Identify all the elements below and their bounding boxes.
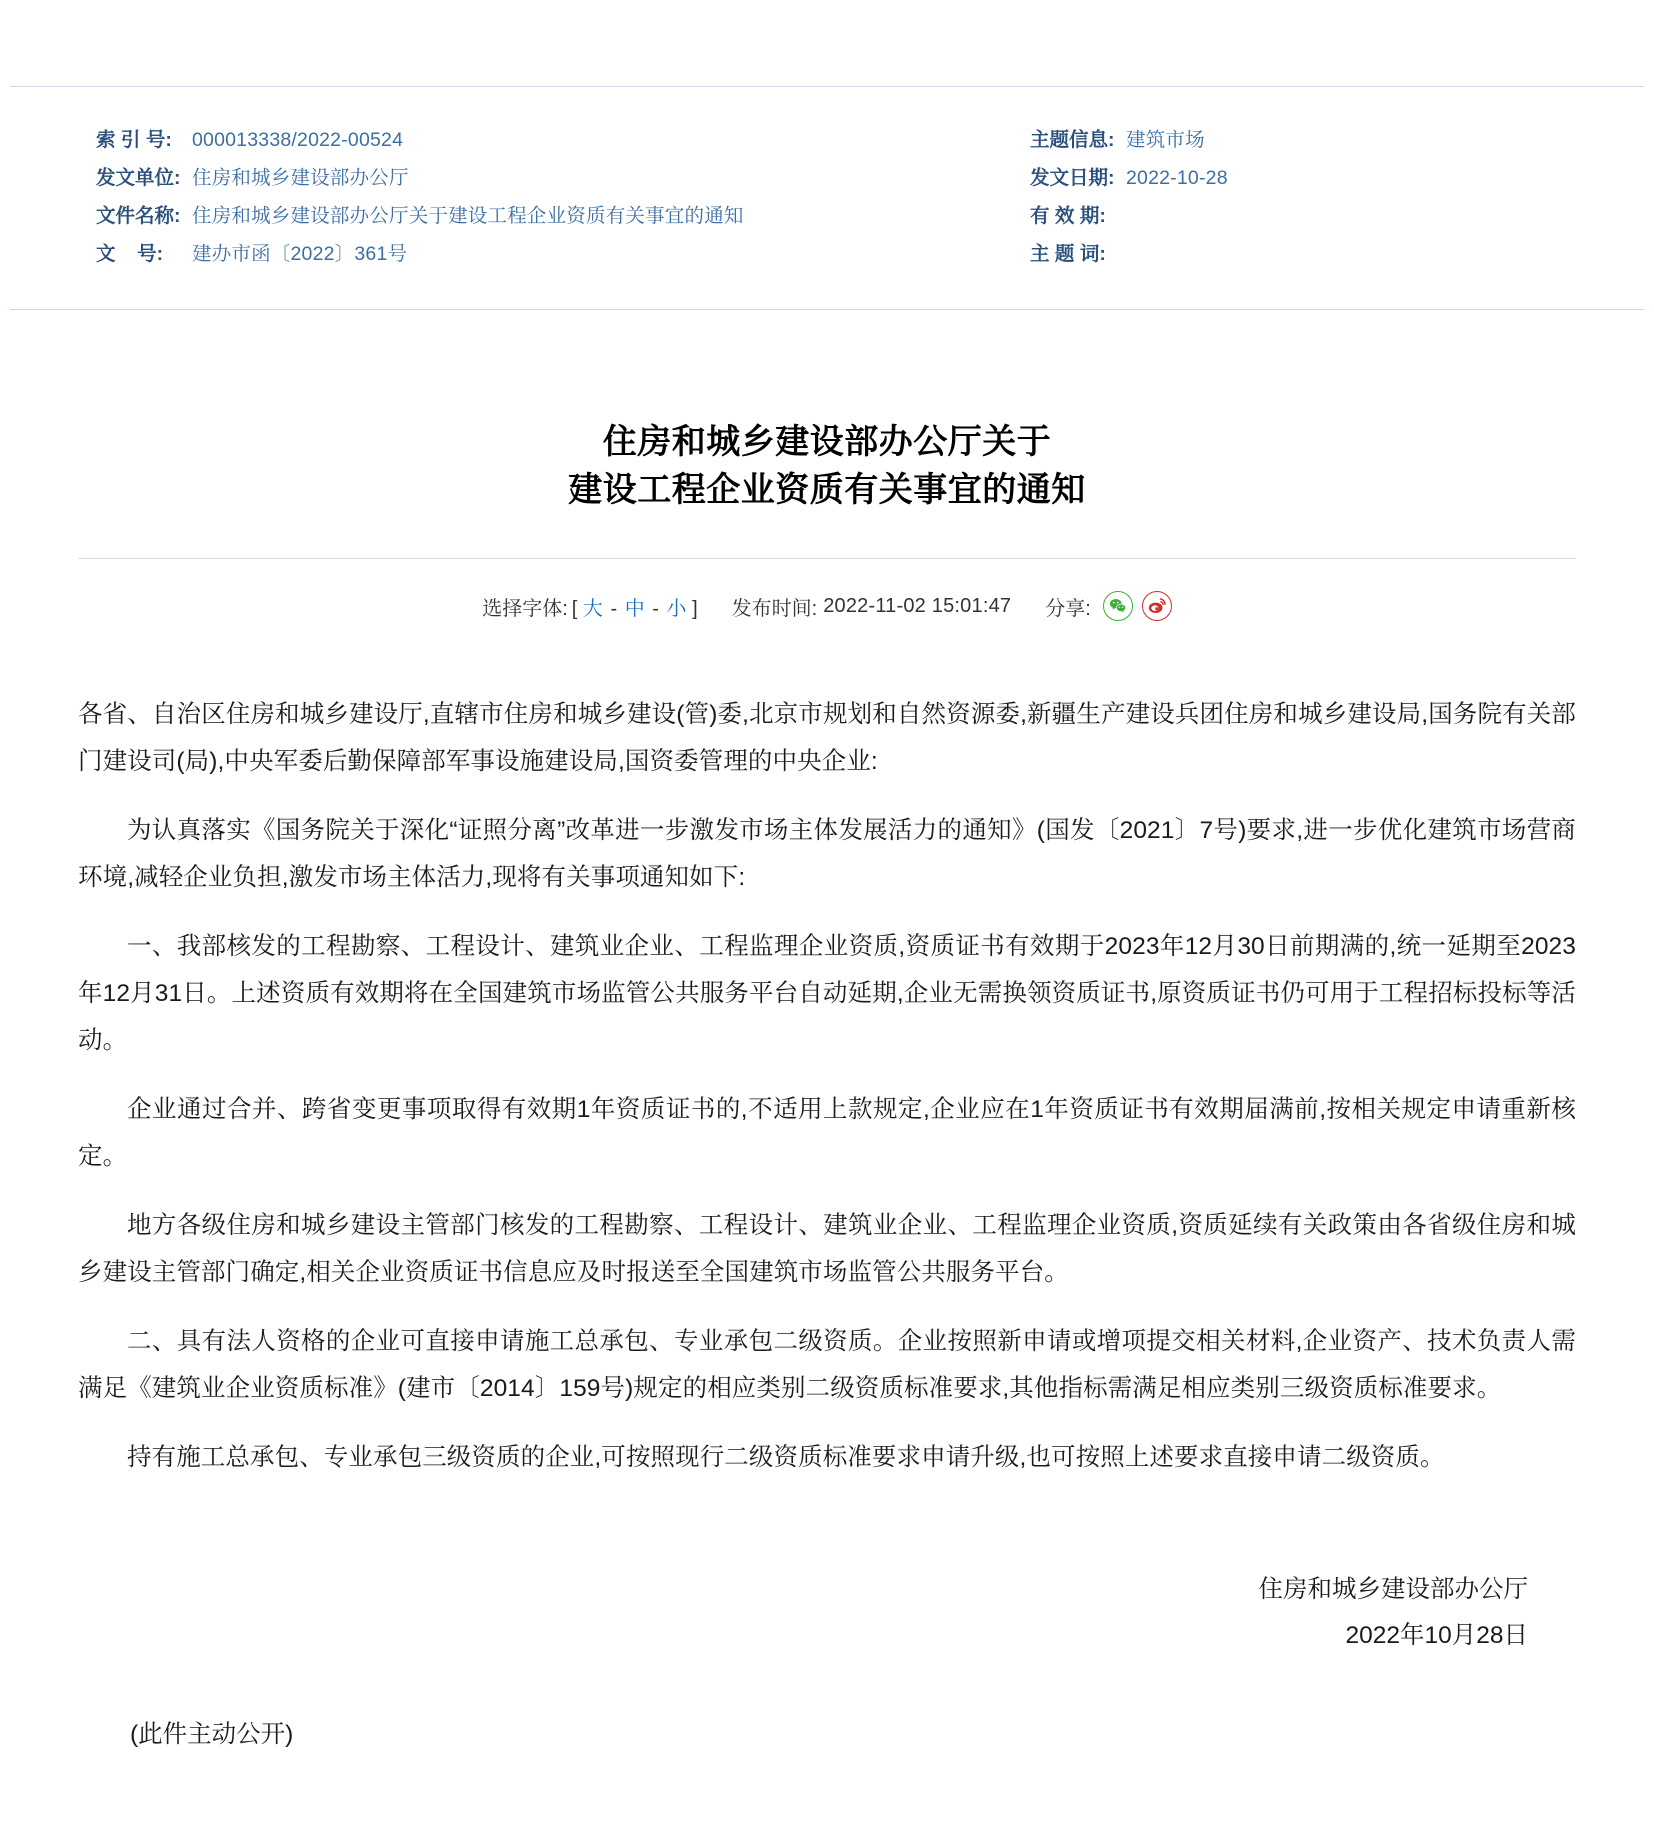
share-group — [1045, 591, 1172, 621]
metadata-value-issue-date: 2022-10-28 — [1126, 167, 1228, 189]
signature-issuer: 住房和城乡建设部办公厅 — [1258, 1576, 1528, 1603]
body-paragraph-preamble: 为认真落实《国务院关于深化“证照分离”改革进一步激发市场主体发展活力的通知》(国发〔2021〕7号)要求,进一步优化建筑市场营商环境,减轻企业负担,激发市场主体活力,现将有关事项通知如下: — [78, 817, 1576, 891]
metadata-column-right — [1020, 121, 1644, 273]
metadata-label-issuing-unit: 发文单位: — [96, 167, 181, 189]
body-paragraph-section-one: 一、我部核发的工程勘察、工程设计、建筑业企业、工程监理企业资质,资质证书有效期于2023年12月30日前期满的,统一延期至2023年12月31日。上述资质有效期将在全国建筑市场监管公共服务平台自动延期,企业无需换领资质证书,原资质证书仍可用于工程招标投标等活动。 — [78, 933, 1576, 1054]
body-paragraph-local-authority: 地方各级住房和城乡建设主管部门核发的工程勘察、工程设计、建筑业企业、工程监理企业资质,资质延续有关政策由各省级住房和城乡建设主管部门确定,相关企业资质证书信息应及时报送至全国建筑市场监管公共服务平台。 — [78, 1212, 1576, 1286]
metadata-label-topic-info: 主题信息: — [1030, 129, 1115, 151]
metadata-column-left — [10, 121, 1020, 273]
font-size-small-link[interactable]: 小 — [666, 597, 687, 620]
metadata-row-issue-date — [1030, 159, 1644, 197]
body-paragraph-recipients: 各省、自治区住房和城乡建设厅,直辖市住房和城乡建设(管)委,北京市规划和自然资源委,新疆生产建设兵团住房和城乡建设局,国务院有关部门建设司(局),中央军委后勤保障部军事设施建设局,国资委管理的中央企业: — [78, 701, 1576, 775]
metadata-value-document-number: 建办市函〔2022〕361号 — [192, 243, 408, 265]
body-paragraph-upgrade-rule: 持有施工总承包、专业承包三级资质的企业,可按照现行二级资质标准要求申请升级,也可按照上述要求直接申请二级资质。 — [127, 1444, 1445, 1471]
metadata-row-subject-words — [1030, 235, 1644, 273]
metadata-row-document-number — [96, 235, 1020, 273]
metadata-label-subject-words: 主 题 词: — [1030, 243, 1106, 265]
page-title — [0, 418, 1654, 514]
metadata-row-index-number — [96, 121, 1020, 159]
font-size-large-link[interactable]: 大 — [582, 597, 603, 620]
weibo-icon[interactable] — [1142, 591, 1172, 621]
font-size-label: 选择字体: — [482, 597, 568, 620]
metadata-value-topic-info: 建筑市场 — [1126, 129, 1205, 151]
font-size-medium-link[interactable]: 中 — [624, 597, 645, 620]
body-paragraph-section-two: 二、具有法人资格的企业可直接申请施工总承包、专业承包二级资质。企业按照新申请或增项提交相关材料,企业资产、技术负责人需满足《建筑业企业资质标准》(建市〔2014〕159号)规定的相应类别二级资质标准要求,其他指标需满足相应类别三级资质标准要求。 — [78, 1328, 1576, 1402]
publish-time-group — [732, 592, 1012, 621]
signature-date: 2022年10月28日 — [1345, 1622, 1528, 1649]
metadata-label-issue-date: 发文日期: — [1030, 167, 1115, 189]
publish-time-value: 2022-11-02 15:01:47 — [823, 594, 1012, 617]
metadata-row-file-name — [96, 197, 1020, 235]
page-title-line-2: 建设工程企业资质有关事宜的通知 — [568, 471, 1086, 509]
font-size-control — [482, 592, 697, 621]
metadata-value-issuing-unit: 住房和城乡建设部办公厅 — [192, 167, 409, 189]
document-toolbar — [0, 585, 1654, 627]
metadata-label-index-number: 索 引 号: — [96, 129, 172, 151]
bracket-open: [ — [571, 597, 578, 620]
metadata-row-validity-period — [1030, 197, 1644, 235]
bracket-close: ] — [692, 597, 698, 620]
font-size-options — [572, 592, 698, 621]
document-signature — [0, 1567, 1528, 1659]
font-size-separator-2: - — [652, 597, 659, 620]
metadata-label-file-name: 文件名称: — [96, 205, 181, 227]
publish-time-label: 发布时间: — [731, 597, 818, 620]
font-size-separator-1: - — [610, 597, 618, 620]
share-icon-list — [1103, 591, 1172, 621]
metadata-row-topic-info — [1030, 121, 1644, 159]
metadata-value-file-name: 住房和城乡建设部办公厅关于建设工程企业资质有关事宜的通知 — [192, 205, 744, 227]
metadata-label-validity-period: 有 效 期: — [1030, 205, 1106, 227]
share-label: 分享: — [1045, 597, 1091, 620]
footer-disclosure-note: (此件主动公开) — [130, 1721, 294, 1748]
metadata-row-issuing-unit — [96, 159, 1020, 197]
document-metadata-panel — [10, 86, 1644, 310]
title-divider — [78, 558, 1576, 559]
metadata-value-index-number: 000013338/2022-00524 — [192, 129, 404, 151]
document-body — [0, 627, 1654, 1481]
wechat-icon[interactable] — [1103, 591, 1133, 621]
metadata-label-document-number: 文 号: — [96, 243, 164, 265]
page-title-line-1: 住房和城乡建设部办公厅关于 — [602, 423, 1052, 461]
document-page — [0, 86, 1654, 1825]
body-paragraph-merger-rule: 企业通过合并、跨省变更事项取得有效期1年资质证书的,不适用上款规定,企业应在1年资质证书有效期届满前,按相关规定申请重新核定。 — [78, 1096, 1576, 1170]
